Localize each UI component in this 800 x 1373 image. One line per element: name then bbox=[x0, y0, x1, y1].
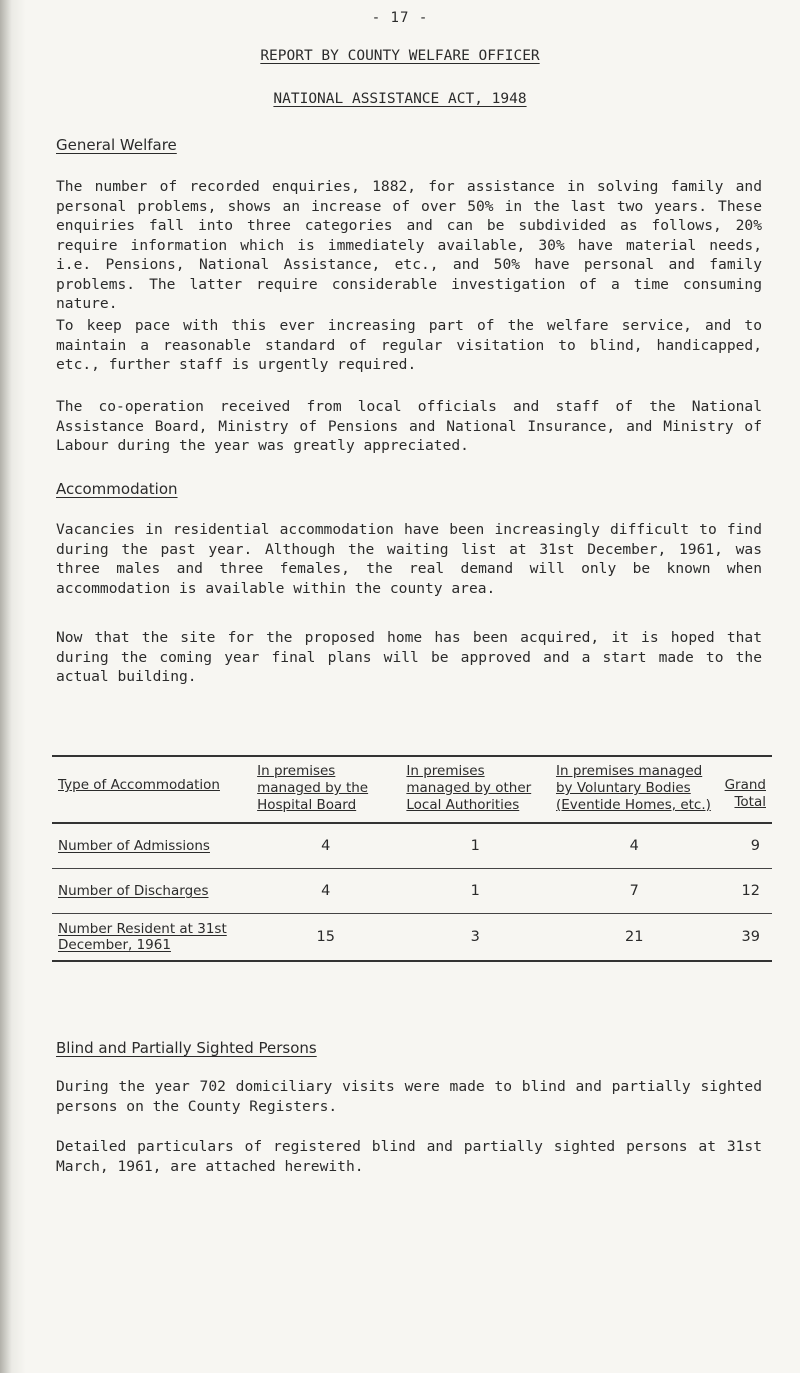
cell-hospital: 4 bbox=[251, 823, 400, 869]
cell-local: 1 bbox=[400, 823, 550, 869]
header-voluntary-bodies: In premises managed by Voluntary Bodies (Eventide Homes, etc.) bbox=[550, 756, 719, 823]
cell-total: 39 bbox=[719, 914, 772, 962]
general-welfare-paragraph-3: The co-operation received from local officials and staff of the National Assistance Board, Ministry of Pensions and National Insurance, and Ministry of Labour during the year was greatly appreciated. bbox=[56, 398, 762, 454]
cell-hospital: 4 bbox=[251, 869, 400, 914]
header-hospital-board: In premises managed by the Hospital Board bbox=[251, 756, 400, 823]
cell-voluntary: 7 bbox=[550, 869, 719, 914]
table-row bbox=[52, 869, 772, 914]
general-welfare-heading: General Welfare bbox=[56, 136, 177, 154]
cell-local: 1 bbox=[400, 869, 550, 914]
blind-paragraph-2: Detailed particulars of registered blind and partially sighted persons at 31st March, 1961, are attached herewith. bbox=[56, 1138, 762, 1175]
blind-heading: Blind and Partially Sighted Persons bbox=[56, 1039, 317, 1057]
table-header-row bbox=[52, 756, 772, 823]
accommodation-table bbox=[52, 755, 772, 962]
blind-paragraph-1: During the year 702 domiciliary visits were made to blind and partially sighted persons on the County Registers. bbox=[56, 1078, 762, 1115]
cell-local: 3 bbox=[400, 914, 550, 962]
row-label: Number of Discharges bbox=[52, 869, 251, 914]
header-type-of-accommodation: Type of Accommodation bbox=[52, 756, 251, 823]
general-welfare-paragraph-2: To keep pace with this ever increasing part of the welfare service, and to maintain a reasonable standard of regular visitation to blind, handicapped, etc., further staff is urgently required. bbox=[56, 317, 762, 373]
row-label: Number Resident at 31st December, 1961 bbox=[52, 914, 251, 962]
accommodation-heading: Accommodation bbox=[56, 480, 178, 498]
row-label: Number of Admissions bbox=[52, 823, 251, 869]
cell-total: 12 bbox=[719, 869, 772, 914]
report-title: REPORT BY COUNTY WELFARE OFFICER bbox=[260, 48, 540, 64]
cell-voluntary: 4 bbox=[550, 823, 719, 869]
cell-voluntary: 21 bbox=[550, 914, 719, 962]
page-number: - 17 - bbox=[371, 10, 429, 26]
header-local-authorities: In premises managed by other Local Authorities bbox=[400, 756, 550, 823]
cell-total: 9 bbox=[719, 823, 772, 869]
scan-edge-shadow bbox=[0, 0, 26, 1373]
accommodation-paragraph-1: Vacancies in residential accommodation have been increasingly difficult to find during the past year. Although the waiting list at 31st December, 1961, was three males and three females, the real demand will only be known when accommodation is available within the county area. bbox=[56, 521, 762, 597]
general-welfare-paragraph-1: The number of recorded enquiries, 1882, for assistance in solving family and personal problems, shows an increase of over 50% in the last two years. These enquiries fall into three categories and can be subdivided as follows, 20% require information which is immediately available, 30% have material needs, i.e. Pensions, National Assistance, etc., and 50% have personal and family problems. The latter require considerable investigation of a time consuming nature. bbox=[56, 178, 762, 312]
table-row bbox=[52, 823, 772, 869]
accommodation-paragraph-2: Now that the site for the proposed home has been acquired, it is hoped that during the coming year final plans will be approved and a start made to the actual building. bbox=[56, 629, 762, 685]
cell-hospital: 15 bbox=[251, 914, 400, 962]
table-row bbox=[52, 914, 772, 962]
header-grand-total: Grand Total bbox=[719, 756, 772, 823]
act-title: NATIONAL ASSISTANCE ACT, 1948 bbox=[273, 91, 527, 107]
